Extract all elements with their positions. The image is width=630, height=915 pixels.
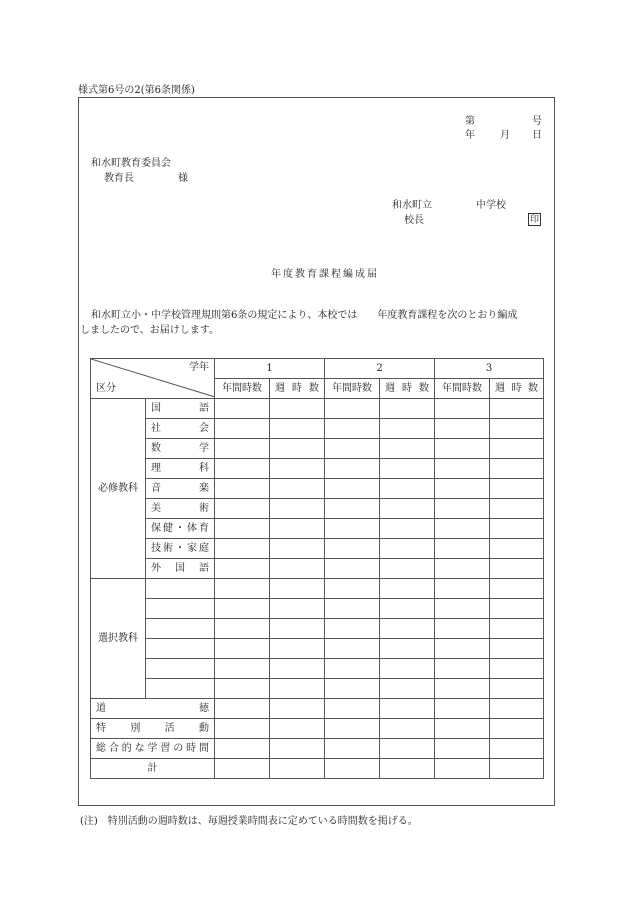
cell[interactable] (270, 599, 325, 619)
sender-school: 中学校 (476, 200, 506, 211)
cell[interactable] (215, 519, 270, 539)
cell[interactable] (435, 419, 490, 439)
cell[interactable] (435, 559, 490, 579)
cell[interactable] (325, 619, 380, 639)
cell[interactable] (490, 659, 544, 679)
elective-subject-name[interactable] (146, 639, 215, 659)
cell[interactable] (215, 479, 270, 499)
row-label-ethics: 道徳 (91, 699, 215, 719)
cell[interactable] (435, 739, 490, 759)
table-row (91, 619, 544, 639)
grade-2-annual-header: 年間時数 (325, 379, 380, 399)
addressee-honorific: 様 (178, 173, 188, 184)
header-category-label: 区分 (96, 383, 116, 394)
table-row (91, 659, 544, 679)
cell[interactable] (490, 679, 544, 699)
row-label-special-activities: 特別活動 (91, 719, 215, 739)
cell[interactable] (380, 399, 435, 419)
cell[interactable] (435, 439, 490, 459)
grade-1-header: 1 (215, 359, 325, 379)
grade-1-weekly-header: 週時数 (270, 379, 325, 399)
cell[interactable] (215, 399, 270, 419)
document-title: 年度教育課程編成届 (271, 269, 379, 280)
cell[interactable] (435, 599, 490, 619)
cell[interactable] (270, 719, 325, 739)
cell[interactable] (380, 659, 435, 679)
cell[interactable] (490, 419, 544, 439)
addressee-board: 和水町教育委員会 (91, 158, 171, 169)
body-line-1: 和水町立小・中学校管理規則第6条の規定により、本校では 年度教育課程を次のとおり編成 (91, 310, 518, 321)
cell[interactable] (270, 699, 325, 719)
cell[interactable] (490, 479, 544, 499)
cell[interactable] (490, 399, 544, 419)
grade-3-header: 3 (435, 359, 544, 379)
cell[interactable] (270, 499, 325, 519)
footnote: (注) 特別活動の週時数は、毎週授業時間表に定めている時間数を掲げる。 (80, 816, 418, 827)
cell[interactable] (435, 539, 490, 559)
subject-label: 数学 (146, 439, 215, 459)
cell[interactable] (435, 479, 490, 499)
subject-label: 音楽 (146, 479, 215, 499)
cell[interactable] (380, 599, 435, 619)
table-row (91, 419, 544, 439)
grade-1-annual-header: 年間時数 (215, 379, 270, 399)
elective-subject-name[interactable] (146, 619, 215, 639)
table-row (91, 539, 544, 559)
body-line-2: しましたので、お届けします。 (80, 325, 219, 336)
cell[interactable] (490, 619, 544, 639)
table-row (91, 459, 544, 479)
cell[interactable] (435, 399, 490, 419)
cell[interactable] (325, 559, 380, 579)
cell[interactable] (490, 699, 544, 719)
grade-2-header: 2 (325, 359, 435, 379)
subject-label: 理科 (146, 459, 215, 479)
cell[interactable] (380, 499, 435, 519)
cell[interactable] (490, 559, 544, 579)
cell[interactable] (435, 659, 490, 679)
cell[interactable] (325, 579, 380, 599)
cell[interactable] (490, 639, 544, 659)
table-row (91, 599, 544, 619)
cell[interactable] (270, 579, 325, 599)
grade-3-weekly-header: 週時数 (490, 379, 544, 399)
cell[interactable] (490, 439, 544, 459)
cell[interactable] (215, 719, 270, 739)
table-row (91, 679, 544, 699)
cell[interactable] (490, 719, 544, 739)
date-day: 日 (532, 130, 542, 141)
cell[interactable] (325, 739, 380, 759)
cell[interactable] (325, 479, 380, 499)
cell[interactable] (270, 399, 325, 419)
cell[interactable] (215, 739, 270, 759)
subject-label: 技術・家庭 (146, 539, 215, 559)
cell[interactable] (325, 639, 380, 659)
cell[interactable] (380, 519, 435, 539)
sender-principal: 校長 (404, 215, 424, 226)
cell[interactable] (215, 419, 270, 439)
cell[interactable] (215, 559, 270, 579)
cell[interactable] (490, 499, 544, 519)
elective-subject-name[interactable] (146, 579, 215, 599)
header-grade-label: 学年 (189, 362, 209, 373)
required-subjects-body (91, 399, 544, 579)
table-row (91, 499, 544, 519)
date-year: 年 (465, 130, 475, 141)
cell[interactable] (380, 579, 435, 599)
cell[interactable] (270, 519, 325, 539)
cell[interactable] (490, 459, 544, 479)
cell[interactable] (270, 539, 325, 559)
cell[interactable] (215, 439, 270, 459)
date-month: 月 (500, 130, 510, 141)
elective-subjects-body (91, 579, 544, 699)
number-suffix: 号 (532, 116, 542, 127)
cell[interactable] (435, 459, 490, 479)
cell[interactable] (215, 659, 270, 679)
cell[interactable] (215, 599, 270, 619)
cell[interactable] (490, 539, 544, 559)
cell[interactable] (325, 539, 380, 559)
seal-mark: 印 (529, 215, 539, 225)
cell[interactable] (380, 459, 435, 479)
form-label: 様式第6号の2(第6条関係) (78, 85, 195, 96)
cell[interactable] (270, 559, 325, 579)
cell[interactable] (380, 559, 435, 579)
cell[interactable] (215, 539, 270, 559)
sender-town: 和水町立 (392, 200, 432, 211)
cell[interactable] (270, 439, 325, 459)
cell[interactable] (490, 739, 544, 759)
subject-label: 社会 (146, 419, 215, 439)
row-label-integrated-study: 総合的な学習の時間 (91, 739, 215, 759)
cell[interactable] (490, 759, 544, 779)
table-row (91, 439, 544, 459)
table-row (91, 639, 544, 659)
cell[interactable] (270, 659, 325, 679)
cell[interactable] (270, 619, 325, 639)
cell[interactable] (325, 419, 380, 439)
cell[interactable] (325, 459, 380, 479)
row-label-total: 計 (91, 759, 215, 779)
cell[interactable] (270, 739, 325, 759)
cell[interactable] (270, 639, 325, 659)
cell[interactable] (380, 419, 435, 439)
table-row (91, 579, 544, 599)
cell[interactable] (325, 679, 380, 699)
cell[interactable] (270, 479, 325, 499)
cell[interactable] (215, 499, 270, 519)
cell[interactable] (435, 639, 490, 659)
cell[interactable] (325, 719, 380, 739)
cell[interactable] (325, 499, 380, 519)
curriculum-table (90, 358, 544, 779)
cell[interactable] (215, 759, 270, 779)
grade-3-annual-header: 年間時数 (435, 379, 490, 399)
cell[interactable] (380, 699, 435, 719)
cell[interactable] (215, 639, 270, 659)
elective-subject-name[interactable] (146, 659, 215, 679)
elective-group-label: 選択教科 (91, 579, 146, 699)
cell[interactable] (380, 759, 435, 779)
cell[interactable] (270, 679, 325, 699)
elective-subject-name[interactable] (146, 679, 215, 699)
cell[interactable] (270, 759, 325, 779)
table-row (91, 559, 544, 579)
elective-subject-name[interactable] (146, 599, 215, 619)
cell[interactable] (490, 519, 544, 539)
cell[interactable] (435, 719, 490, 739)
cell[interactable] (435, 499, 490, 519)
subject-label: 外国語 (146, 559, 215, 579)
cell[interactable] (435, 759, 490, 779)
cell[interactable] (215, 679, 270, 699)
cell[interactable] (325, 759, 380, 779)
table-row (91, 479, 544, 499)
cell[interactable] (380, 739, 435, 759)
table-row (91, 519, 544, 539)
cell[interactable] (380, 479, 435, 499)
cell[interactable] (435, 679, 490, 699)
cell[interactable] (325, 519, 380, 539)
cell[interactable] (435, 579, 490, 599)
subject-label: 保健・体育 (146, 519, 215, 539)
number-prefix: 第 (465, 116, 475, 127)
subject-label: 美術 (146, 499, 215, 519)
cell[interactable] (380, 679, 435, 699)
header-diagonal-cell (91, 359, 215, 399)
cell[interactable] (380, 639, 435, 659)
cell[interactable] (325, 399, 380, 419)
subject-label: 国語 (146, 399, 215, 419)
required-group-label: 必修教科 (91, 399, 146, 579)
cell[interactable] (380, 619, 435, 639)
cell[interactable] (435, 619, 490, 639)
cell[interactable] (490, 579, 544, 599)
addressee-title: 教育長 (104, 173, 134, 184)
cell[interactable] (325, 699, 380, 719)
cell[interactable] (325, 439, 380, 459)
cell[interactable] (325, 659, 380, 679)
cell[interactable] (380, 539, 435, 559)
cell[interactable] (380, 719, 435, 739)
cell[interactable] (435, 519, 490, 539)
cell[interactable] (490, 599, 544, 619)
cell[interactable] (270, 459, 325, 479)
cell[interactable] (215, 699, 270, 719)
table-row (91, 399, 544, 419)
cell[interactable] (435, 699, 490, 719)
cell[interactable] (215, 579, 270, 599)
grade-2-weekly-header: 週時数 (380, 379, 435, 399)
cell[interactable] (215, 619, 270, 639)
cell[interactable] (380, 439, 435, 459)
cell[interactable] (215, 459, 270, 479)
cell[interactable] (270, 419, 325, 439)
cell[interactable] (325, 599, 380, 619)
